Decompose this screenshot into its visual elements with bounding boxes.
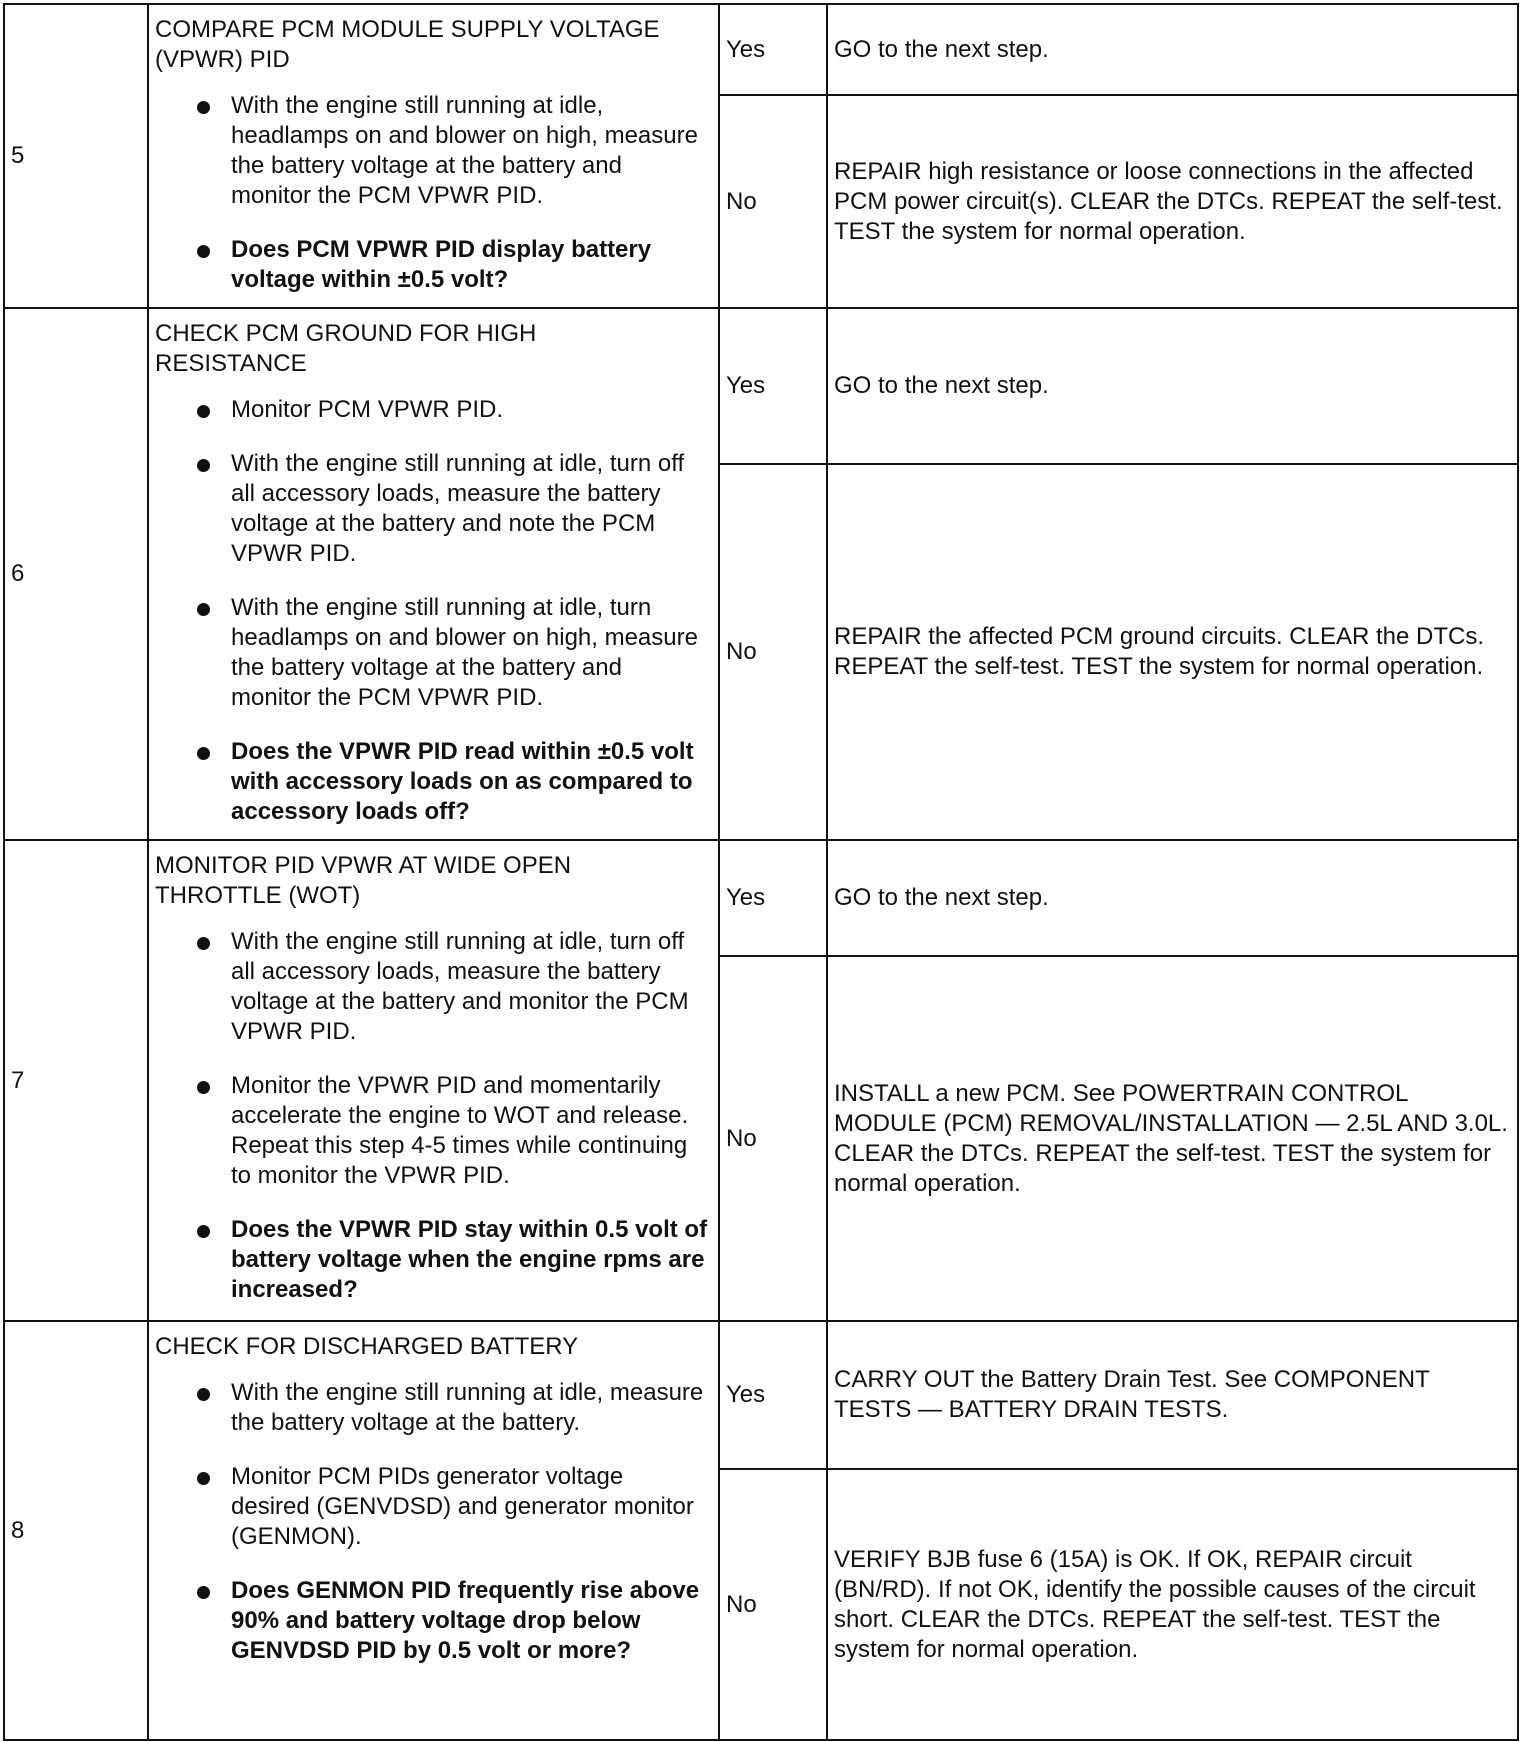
answer-yes: Yes bbox=[719, 308, 827, 464]
answer-no: No bbox=[719, 95, 827, 308]
question-item: Does GENMON PID frequently rise above 90% and battery voltage drop below GENVDSD PID by 0.5 volt or more? bbox=[155, 1576, 712, 1666]
result-yes: CARRY OUT the Battery Drain Test. See COMPONENT TESTS — BATTERY DRAIN TESTS. bbox=[827, 1321, 1518, 1469]
bullet-icon bbox=[197, 1388, 210, 1401]
bullet-icon bbox=[197, 459, 210, 472]
step-title bbox=[155, 851, 712, 911]
step-row bbox=[4, 4, 1518, 95]
action-item: With the engine still running at idle, turn off all accessory loads, measure the battery voltage at the battery and note the PCM VPWR PID. bbox=[155, 449, 712, 569]
answer-yes: Yes bbox=[719, 840, 827, 956]
result-yes: GO to the next step. bbox=[827, 308, 1518, 464]
step-row bbox=[4, 1321, 1518, 1469]
question-item: Does PCM VPWR PID display battery voltage within ±0.5 volt? bbox=[155, 235, 712, 295]
action-cell bbox=[148, 1321, 719, 1740]
step-title-line: (VPWR) PID bbox=[155, 46, 290, 73]
step-number: 7 bbox=[4, 840, 148, 1321]
answer-no: No bbox=[719, 956, 827, 1321]
action-item: With the engine still running at idle, turn headlamps on and blower on high, measure the battery voltage at the battery and monitor the PCM VPWR PID. bbox=[155, 593, 712, 713]
step-number: 6 bbox=[4, 308, 148, 840]
result-no: INSTALL a new PCM. See POWERTRAIN CONTROL MODULE (PCM) REMOVAL/INSTALLATION — 2.5L AND 3.0L. CLEAR the DTCs. REPEAT the self-test. TEST the system for normal operation. bbox=[827, 956, 1518, 1321]
answer-yes: Yes bbox=[719, 1321, 827, 1469]
action-item: With the engine still running at idle, measure the battery voltage at the battery. bbox=[155, 1378, 712, 1438]
step-title bbox=[155, 1332, 712, 1362]
bullet-icon bbox=[197, 1586, 210, 1599]
action-cell bbox=[148, 840, 719, 1321]
result-yes: GO to the next step. bbox=[827, 840, 1518, 956]
action-list bbox=[155, 1378, 712, 1666]
bullet-icon bbox=[197, 1081, 210, 1094]
bullet-icon bbox=[197, 405, 210, 418]
question-item: Does the VPWR PID read within ±0.5 volt with accessory loads on as compared to accessory loads off? bbox=[155, 737, 712, 827]
action-cell bbox=[148, 4, 719, 308]
question-item: Does the VPWR PID stay within 0.5 volt of battery voltage when the engine rpms are increased? bbox=[155, 1215, 712, 1305]
answer-no: No bbox=[719, 1469, 827, 1740]
action-list bbox=[155, 395, 712, 827]
step-number: 8 bbox=[4, 1321, 148, 1740]
action-item: Monitor PCM PIDs generator voltage desired (GENVDSD) and generator monitor (GENMON). bbox=[155, 1462, 712, 1552]
result-no: VERIFY BJB fuse 6 (15A) is OK. If OK, REPAIR circuit (BN/RD). If not OK, identify the possible causes of the circuit short. CLEAR the DTCs. REPEAT the self-test. TEST the system for normal operation. bbox=[827, 1469, 1518, 1740]
action-item: Monitor PCM VPWR PID. bbox=[155, 395, 712, 425]
step-number: 5 bbox=[4, 4, 148, 308]
step-row bbox=[4, 308, 1518, 464]
step-title-line: THROTTLE (WOT) bbox=[155, 882, 361, 909]
answer-no: No bbox=[719, 464, 827, 840]
step-title bbox=[155, 319, 712, 379]
result-yes: GO to the next step. bbox=[827, 4, 1518, 95]
action-item: With the engine still running at idle, headlamps on and blower on high, measure the battery voltage at the battery and monitor the PCM VPWR PID. bbox=[155, 91, 712, 211]
action-cell bbox=[148, 308, 719, 840]
result-no: REPAIR the affected PCM ground circuits. CLEAR the DTCs. REPEAT the self-test. TEST the system for normal operation. bbox=[827, 464, 1518, 840]
action-item: With the engine still running at idle, turn off all accessory loads, measure the battery voltage at the battery and monitor the PCM VPWR PID. bbox=[155, 927, 712, 1047]
bullet-icon bbox=[197, 1225, 210, 1238]
answer-yes: Yes bbox=[719, 4, 827, 95]
action-list bbox=[155, 91, 712, 295]
step-title-line: MONITOR PID VPWR AT WIDE OPEN bbox=[155, 852, 572, 879]
pinpoint-test-table bbox=[3, 3, 1519, 1741]
step-title-line: RESISTANCE bbox=[155, 350, 307, 377]
bullet-icon bbox=[197, 747, 210, 760]
step-title-line: CHECK PCM GROUND FOR HIGH bbox=[155, 320, 537, 347]
bullet-icon bbox=[197, 1472, 210, 1485]
bullet-icon bbox=[197, 245, 210, 258]
step-title-line: COMPARE PCM MODULE SUPPLY VOLTAGE bbox=[155, 16, 660, 43]
bullet-icon bbox=[197, 937, 210, 950]
step-title bbox=[155, 15, 712, 75]
bullet-icon bbox=[197, 603, 210, 616]
bullet-icon bbox=[197, 101, 210, 114]
step-title-line: CHECK FOR DISCHARGED BATTERY bbox=[155, 1333, 579, 1360]
action-list bbox=[155, 927, 712, 1305]
step-row bbox=[4, 840, 1518, 956]
action-item: Monitor the VPWR PID and momentarily accelerate the engine to WOT and release. Repeat this step 4-5 times while continuing to monitor the VPWR PID. bbox=[155, 1071, 712, 1191]
result-no: REPAIR high resistance or loose connections in the affected PCM power circuit(s). CLEAR the DTCs. REPEAT the self-test. TEST the system for normal operation. bbox=[827, 95, 1518, 308]
